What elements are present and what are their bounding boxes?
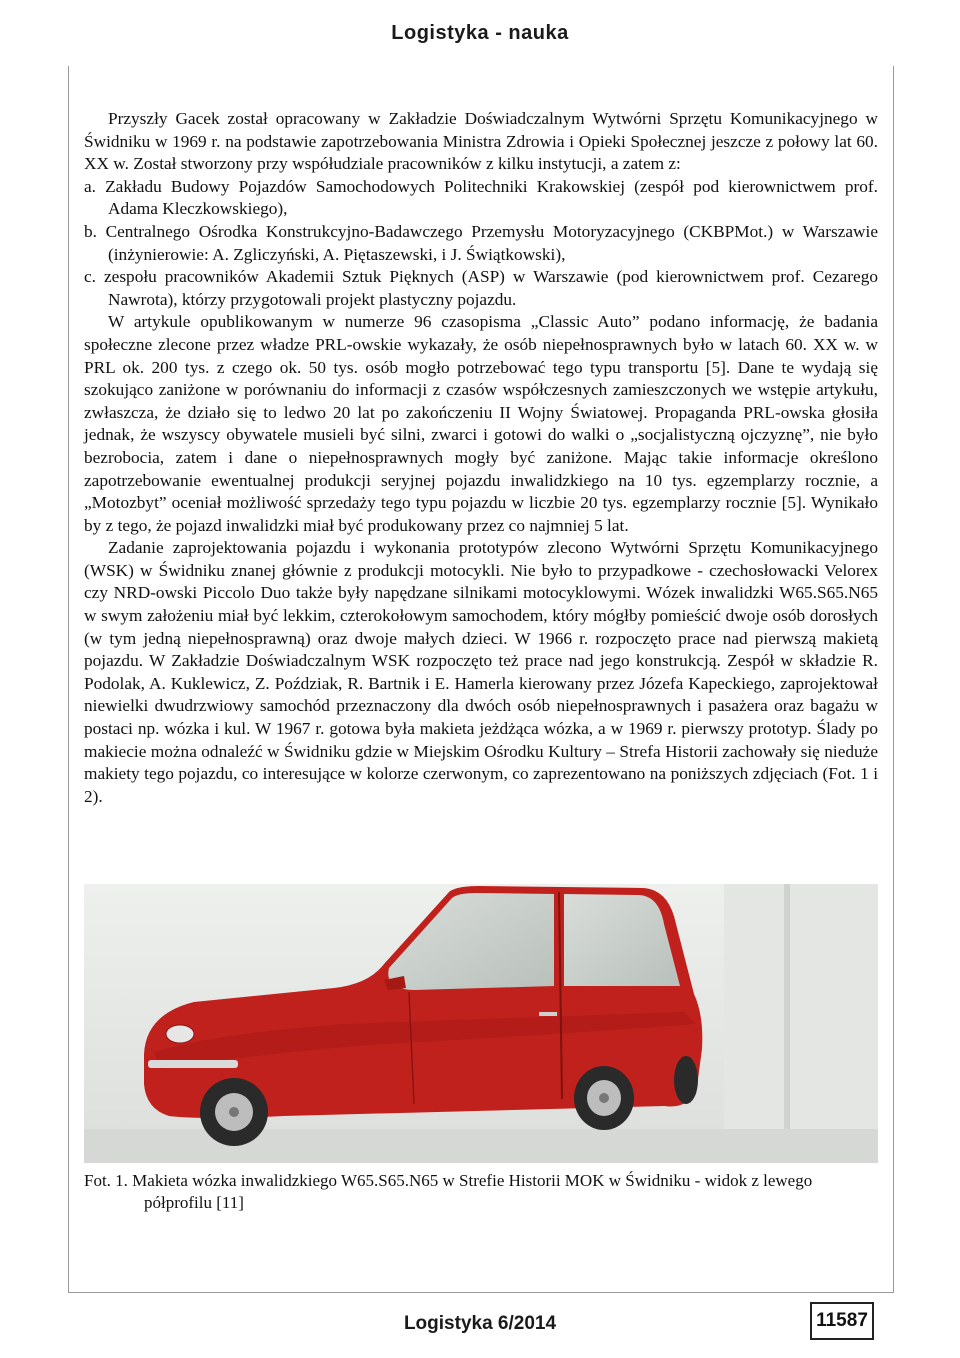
journal-footer: Logistyka 6/2014 xyxy=(403,1313,557,1334)
paragraph-classic-auto: W artykule opublikowanym w numerze 96 czasopisma „Classic Auto” podano informację, że badania społeczne zlecone przez władze PRL-owskie wykazały, że osób niepełnosprawnych było w latach 60. XX w. w PRL ok. 200 tys. z czego ok. 50 tys. osób mogło potrzebować tego typu transportu [5]. Dane te wydają się szokująco zaniżone w porównaniu do informacji z czasów współczesnych zamieszczonych we wstępie artykułu, zwłaszcza, że działo się to ledwo 20 lat po zakończeniu II Wojny Światowej. Propaganda PRL-owska głosiła jednak, że wszyscy obywatele musieli być silni, zwarci i gotowi do walki o „socjalistyczną ojczyznę”, nie było bezrobocia, zatem i dane o niepełnosprawnych mogły być zaniżone. Mając takie informacje określono zapotrzebowanie ewentualnej produkcji seryjnej pojazdu inwalidzkiego na 10 tys. egzemplarzy rocznie, a „Motozbyt” oceniał możliwość sprzedaży tego typu pojazdu w liczbie 20 tys. egzemplarzy rocznie [5]. Wynikało by z tego, że pojazd inwalidzki miał być produkowany przez co najmniej 5 lat. xyxy=(84,312,878,535)
page-number: 11587 xyxy=(810,1302,874,1340)
car-model-photo xyxy=(84,884,878,1163)
caption-line-1: Fot. 1. Makieta wózka inwalidzkiego W65.S65.N65 w Strefie Historii MOK w Świdniku - widok z lewego xyxy=(84,1171,813,1190)
running-header: Logistyka - nauka xyxy=(391,22,569,44)
rear-wheel xyxy=(574,1066,634,1130)
list-item-a: a. Zakładu Budowy Pojazdów Samochodowych Politechniki Krakowskiej (zespół pod kierownictwem prof. Adama Kleczkowskiego), xyxy=(84,176,878,219)
list-item-b: b. Centralnego Ośrodka Konstrukcyjno-Badawczego Przemysłu Motoryzacyjnego (CKBPMot.) w Warszawie (inżynierowie: A. Zgliczyński, A. Piętaszewski, i J. Świątkowski), xyxy=(84,221,878,264)
figure-caption xyxy=(84,1170,878,1214)
caption-line-2: półprofilu [11] xyxy=(144,1193,244,1212)
car-model-illustration xyxy=(84,884,878,1163)
article-body xyxy=(84,108,878,808)
front-wheel xyxy=(200,1078,268,1146)
paragraph-intro: Przyszły Gacek został opracowany w Zakładzie Doświadczalnym Wytwórni Sprzętu Komunikacyjnego w Świdniku w 1969 r. na podstawie zapotrzebowania Ministra Zdrowia i Opieki Społecznej jeszcze z połowy lat 60. XX w. Został stworzony przy współudziale pracowników z kilku instytucji, a zatem z: xyxy=(84,109,878,174)
paragraph-wsk: Zadanie zaprojektowania pojazdu i wykonania prototypów zlecono Wytwórni Sprzętu Komunikacyjnego (WSK) w Świdniku znanej głównie z produkcji motocykli. Nie było to przypadkowe - czechosłowacki Velorex czy NRD-owski Piccolo Duo także były napędzane silnikami motocyklowymi. Wózek inwalidzki W65.S65.N65 w swym założeniu miał być lekkim, czterokołowym samochodem, który mógłby pomieścić dwoje osób dorosłych (w tym jedną niepełnosprawną) oraz dwoje małych dzieci. W 1966 r. rozpoczęto prace nad pierwszą makietą pojazdu. W Zakładzie Doświadczalnym WSK rozpoczęto też prace nad jego konstrukcją. Zespół w składzie R. Podolak, A. Kuklewicz, Z. Poździak, R. Bartnik i E. Hamerla kierowany przez Józefa Kapeckiego, zaprojektował niewielki dwudrzwiowy samochód przeznaczony dla dwóch osób niepełnosprawnych i pasażera oraz bagażu w postaci np. wózka i kul. W 1967 r. gotowa była makieta jeżdżąca wózka, a w 1969 r. pierwszy prototyp. Ślady po makiecie można odnaleźć w Świdniku gdzie w Miejskim Ośrodku Kultury – Strefa Historii zachowały się nieduże makiety tego pojazdu, co interesujące w kolorze czerwonym, co zaprezentowano na poniższych zdjęciach (Fot. 1 i 2). xyxy=(84,538,878,806)
list-item-c: c. zespołu pracowników Akademii Sztuk Pięknych (ASP) w Warszawie (pod kierownictwem prof. Cezarego Nawrota), którzy przygotowali projekt plastyczny pojazdu. xyxy=(84,267,878,309)
